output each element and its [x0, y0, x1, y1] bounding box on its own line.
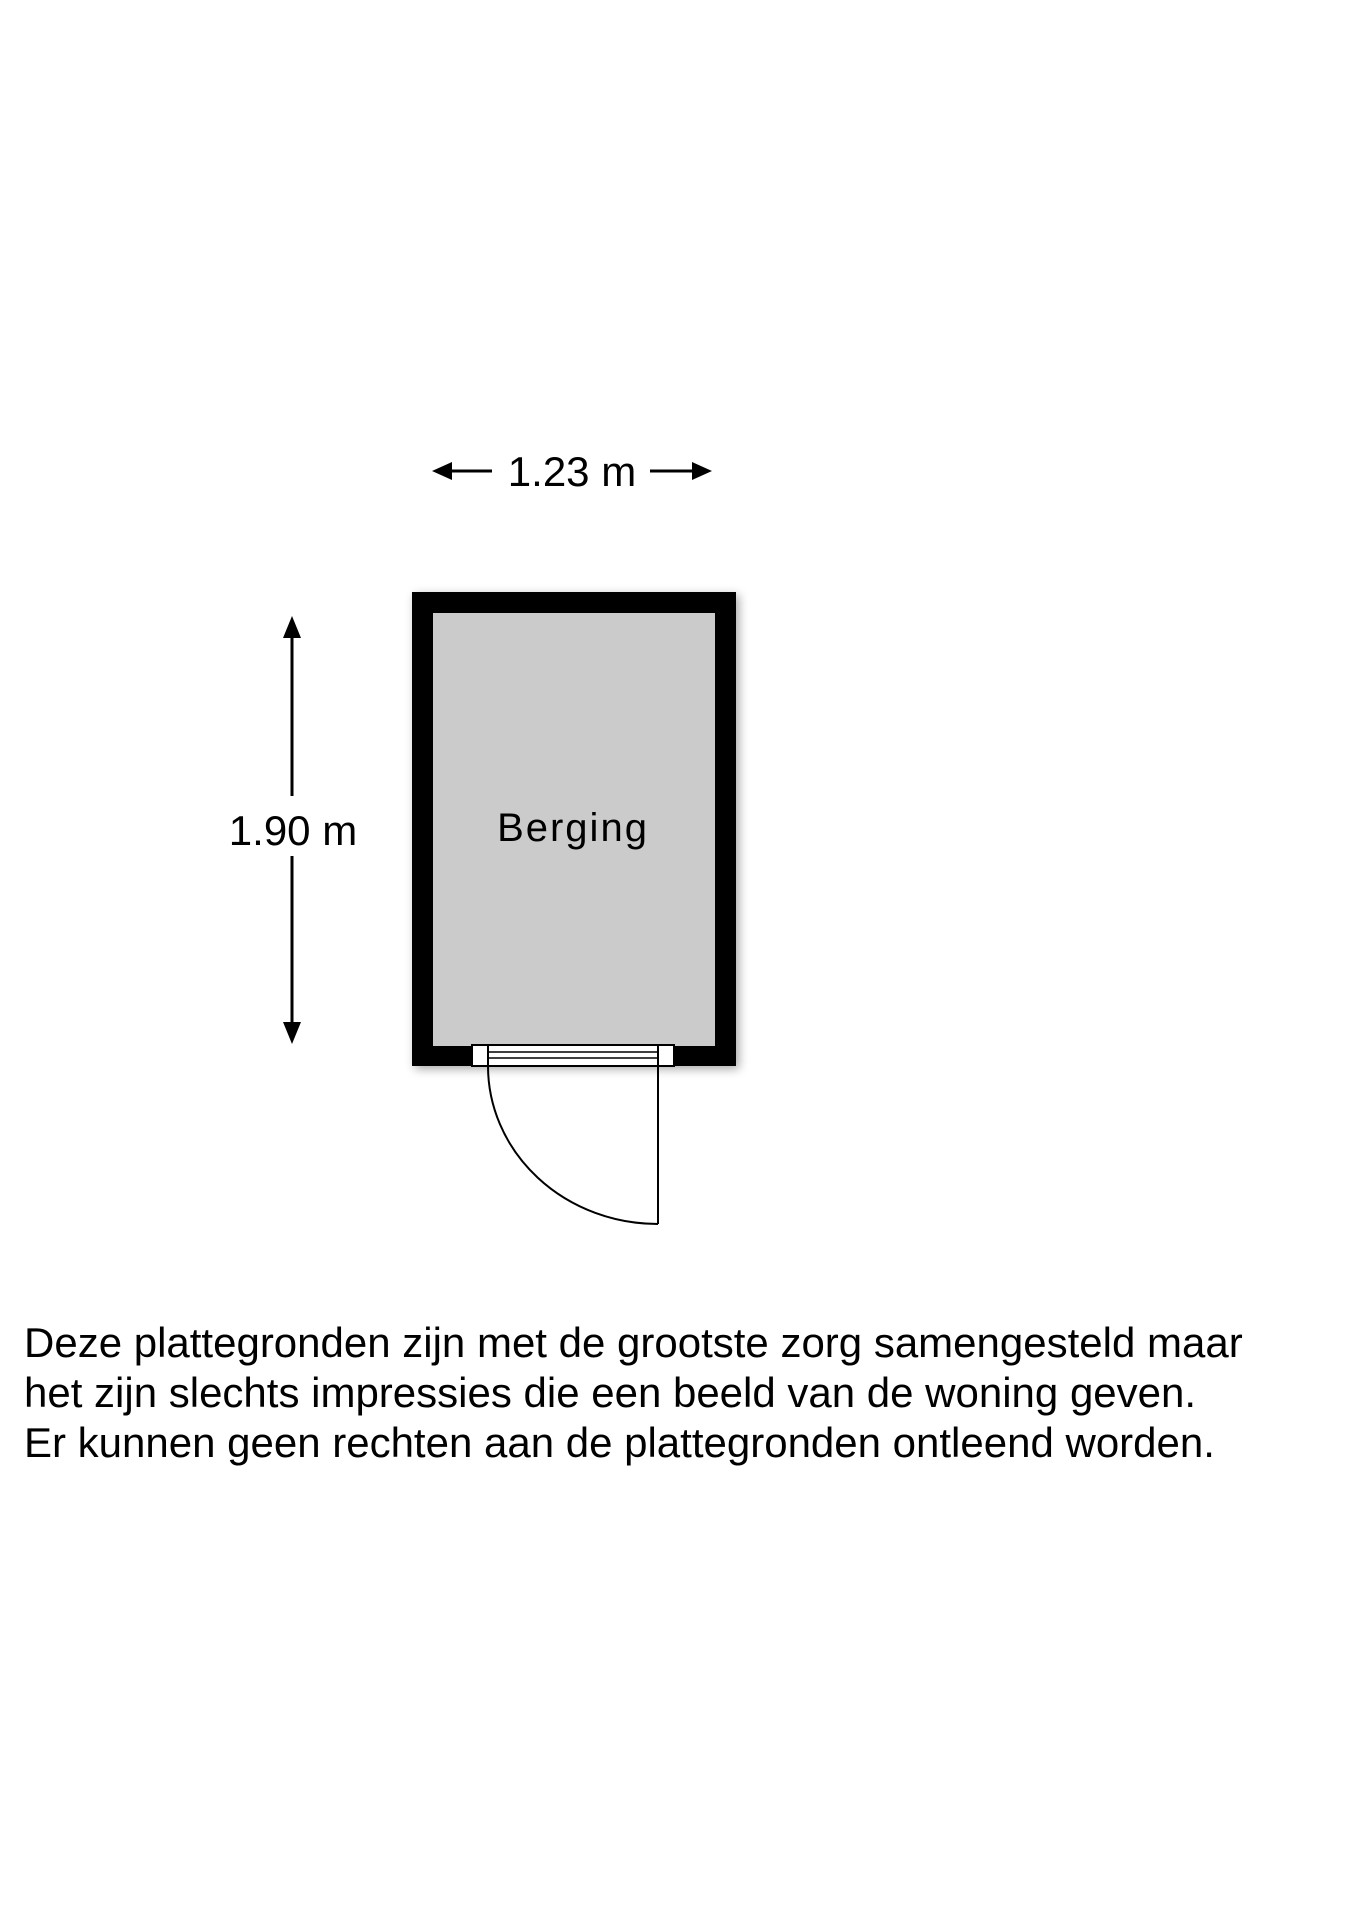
disclaimer-text — [24, 1318, 1344, 1468]
width-dimension-label: 1.23 m — [507, 448, 637, 495]
width-arrow-right-head — [692, 462, 712, 480]
width-dimension — [432, 448, 712, 495]
height-arrow-top-head — [283, 616, 301, 638]
room-label: Berging — [497, 806, 649, 850]
disclaimer-line: Deze plattegronden zijn met de grootste zorg samengesteld maar — [24, 1319, 1243, 1366]
door-swing-arc — [488, 1066, 658, 1224]
disclaimer-line: het zijn slechts impressies die een beeld van de woning geven. — [24, 1369, 1197, 1416]
door — [472, 1045, 674, 1224]
height-dimension-label: 1.90 m — [228, 807, 358, 854]
width-arrow-left-head — [432, 462, 452, 480]
height-arrow-bottom-head — [283, 1022, 301, 1044]
door-opening — [472, 1045, 674, 1066]
disclaimer-line: Er kunnen geen rechten aan de plattegronden ontleend worden. — [24, 1419, 1215, 1466]
height-dimension — [229, 616, 357, 1044]
